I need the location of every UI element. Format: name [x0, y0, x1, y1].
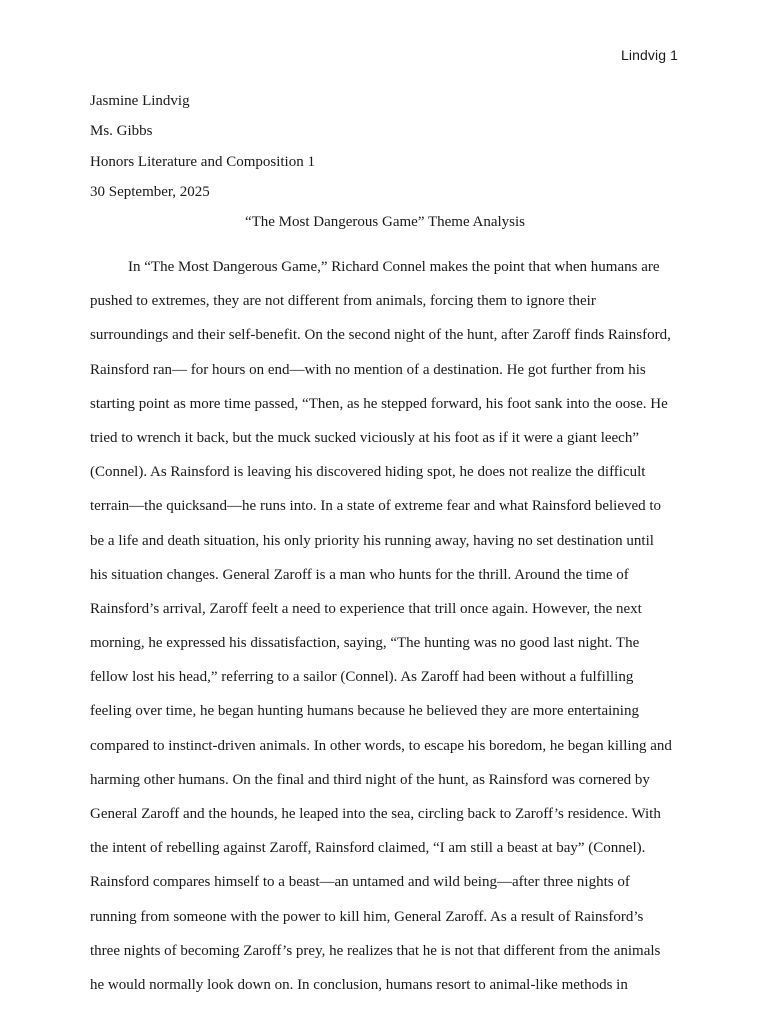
- body-line: compared to instinct-driven animals. In other words, to escape his boredom, he began killing and: [90, 737, 672, 754]
- body-line: fellow lost his head,” referring to a sailor (Connel). As Zaroff had been without a fulfilling: [90, 669, 634, 686]
- body-line: General Zaroff and the hounds, he leaped into the sea, circling back to Zaroff’s residence. With: [90, 806, 661, 822]
- body-line: pushed to extremes, they are not different from animals, forcing them to ignore their: [90, 293, 596, 310]
- teacher-name: Ms. Gibbs: [90, 123, 153, 140]
- body-line: three nights of becoming Zaroff’s prey, he realizes that he is not that different from the animals: [90, 942, 661, 959]
- body-line: terrain—the quicksand—he runs into. In a state of extreme fear and what Rainsford believed to: [90, 498, 662, 515]
- body-line: morning, he expressed his dissatisfaction, saying, “The hunting was no good last night. The: [90, 635, 640, 652]
- body-line: Rainsford ran— for hours on end—with no mention of a destination. He got further from his: [90, 361, 646, 378]
- body-line: harming other humans. On the final and third night of the hunt, as Rainsford was cornered by: [90, 771, 650, 788]
- body-line: Rainsford compares himself to a beast—an untamed and wild being—after three nights of: [90, 874, 630, 891]
- course-name: Honors Literature and Composition 1: [90, 153, 315, 170]
- body-line: he would normally look down on. In conclusion, humans resort to animal-like methods in: [90, 976, 628, 993]
- date: 30 September, 2025: [90, 183, 210, 200]
- body-line: feeling over time, he began hunting humans because he believed they are more entertaining: [90, 703, 639, 720]
- body-line: In “The Most Dangerous Game,” Richard Connel makes the point that when humans are: [128, 259, 660, 275]
- student-name: Jasmine Lindvig: [90, 93, 190, 109]
- body-line: his situation changes. General Zaroff is a man who hunts for the thrill. Around the time of: [90, 566, 629, 583]
- essay-body: [90, 256, 682, 1008]
- body-line: be a life and death situation, his only priority his running away, having no set destination until: [90, 532, 654, 549]
- body-line: starting point as more time passed, “Then, as he stepped forward, his foot sank into the oose. He: [90, 395, 668, 412]
- running-head: Lindvig 1: [621, 47, 678, 63]
- body-line: tried to wrench it back, but the muck sucked viciously at his foot as if it were a giant leech”: [90, 429, 639, 446]
- essay-title: “The Most Dangerous Game” Theme Analysis: [244, 214, 526, 230]
- body-line: the intent of rebelling against Zaroff, Rainsford claimed, “I am still a beast at bay” (Connel).: [90, 840, 646, 857]
- body-line: (Connel). As Rainsford is leaving his discovered hiding spot, he does not realize the difficult: [90, 464, 646, 481]
- mla-heading: [90, 91, 680, 212]
- body-line: Rainsford’s arrival, Zaroff feelt a need to experience that trill once again. However, the next: [90, 600, 642, 617]
- body-line: running from someone with the power to kill him, General Zaroff. As a result of Rainsford’s: [90, 908, 644, 925]
- body-line: surroundings and their self-benefit. On the second night of the hunt, after Zaroff finds Rainsford,: [90, 327, 671, 344]
